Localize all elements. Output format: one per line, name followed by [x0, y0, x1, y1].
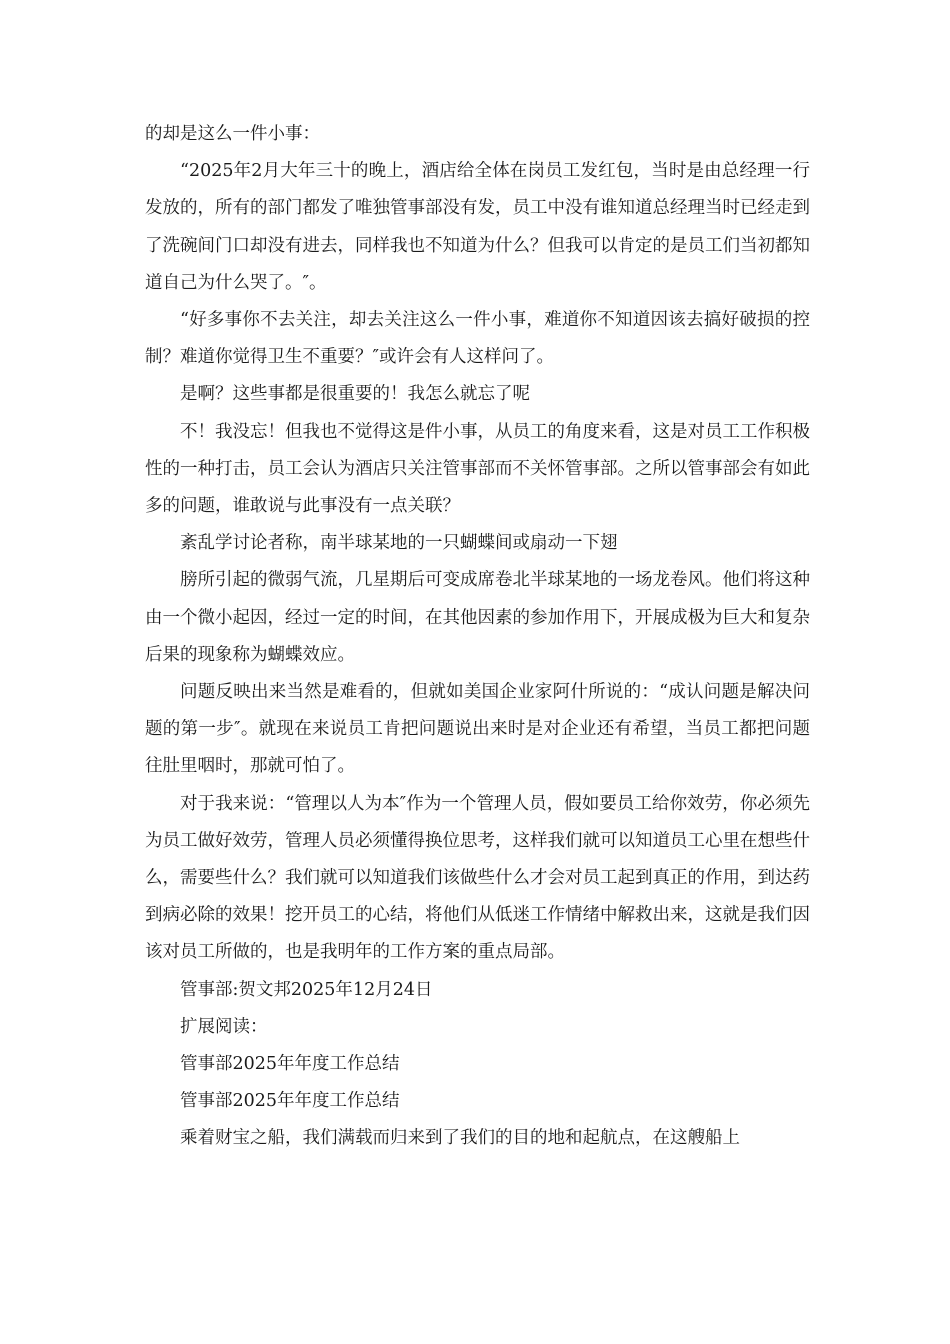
- section-title-2: 管事部2025年年度工作总结: [180, 1091, 400, 1112]
- paragraph-9: 对于我来说：“管理以人为本″作为一个管理人员，假如要员工给你效劳，你必须先为员工做好效劳，管理人员必须懂得换位思考，这样我们就可以知道员工心里在想些什么，需要些什么？我们就可以知道我们该做些什么才会对员工起到真正的作用，到达药到病必除的效果！挖开员工的心结，将他们从低迷工作情绪中解救出来，这就是我们因该对员工所做的，也是我明年的工作方案的重点局部。: [145, 793, 810, 963]
- paragraph-4: 是啊？这些事都是很重要的！我怎么就忘了呢: [180, 384, 530, 405]
- paragraph-2: “2025年2月大年三十的晚上，酒店给全体在岗员工发红包，当时是由总经理一行发放的，所有的部门都发了唯独管事部没有发，员工中没有谁知道总经理当时已经走到了洗碗间门口却没有进去，同样我也不知道为什么？但我可以肯定的是员工们当初都知道自己为什么哭了。″。: [145, 161, 810, 293]
- paragraph-8: 问题反映出来当然是难看的，但就如美国企业家阿什所说的：“成认问题是解决问题的第一步″。就现在来说员工肯把问题说出来时是对企业还有希望，当员工都把问题往肚里咽时，那就可怕了。: [145, 682, 810, 777]
- paragraph-last: 乘着财宝之船，我们满载而归来到了我们的目的地和起航点，在这艘船上: [180, 1128, 740, 1149]
- paragraph-6: 紊乱学讨论者称，南半球某地的一只蝴蝶间或扇动一下翅: [180, 533, 618, 554]
- paragraph-3: “好多事你不去关注，却去关注这么一件小事，难道你不知道因该去搞好破损的控制？难道你觉得卫生不重要？″或许会有人这样问了。: [145, 310, 810, 368]
- extended-reading-label: 扩展阅读：: [180, 1016, 268, 1037]
- paragraph-1: 的却是这么一件小事：: [145, 124, 320, 144]
- paragraph-7: 膀所引起的微弱气流，几星期后可变成席卷北半球某地的一场龙卷风。他们将这种由一个微小起因，经过一定的时间，在其他因素的参加作用下，开展成极为巨大和复杂后果的现象称为蝴蝶效应。: [145, 570, 810, 665]
- signature-line: 管事部:贺文邦2025年12月24日: [180, 979, 433, 1000]
- document-page: [145, 116, 810, 1158]
- section-title-1: 管事部2025年年度工作总结: [180, 1054, 400, 1075]
- paragraph-5: 不！我没忘！但我也不觉得这是件小事，从员工的角度来看，这是对员工工作积极性的一种打击，员工会认为酒店只关注管事部而不关怀管事部。之所以管事部会有如此多的问题，谁敢说与此事没有一点关联？: [145, 421, 810, 517]
